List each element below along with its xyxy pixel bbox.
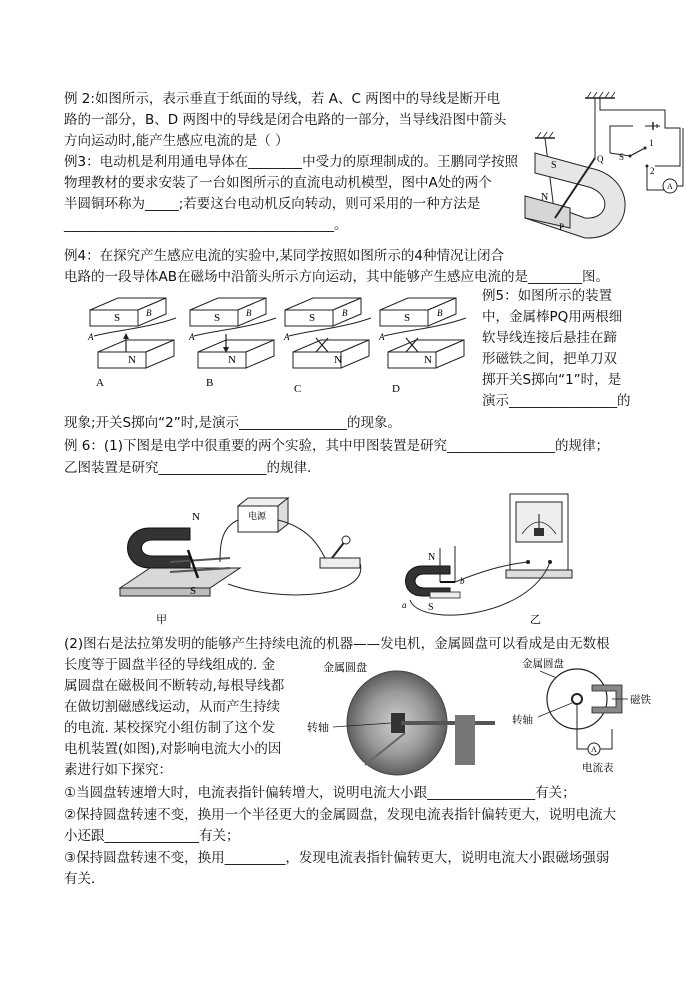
ex5-line7: 现象;开关S掷向“2”时,是演示________________的现象。: [64, 415, 401, 431]
ex4-pole-S-a: S: [114, 312, 121, 324]
ex4-pole-N-b: N: [228, 354, 236, 366]
ex2-line1: 例 2:如图所示，表示垂直于纸面的导线，若 A、C 两图中的导线是断开电: [64, 91, 501, 107]
ex6-yi-a: a: [402, 600, 407, 610]
ex6-yi-N: N: [428, 552, 436, 563]
ex6-part2-line7: 素进行如下探究：: [64, 762, 172, 778]
ex4-line1: 例4：在探究产生感应电流的实验中,某同学按照如图所示的4种情况让闭合: [64, 248, 504, 264]
ex6-q2a: ②保持圆盘转速不变，换用一个半径更大的金属圆盘，发现电流表指针偏转更大，说明电流大: [64, 807, 617, 823]
ex6-q3b: 有关．: [64, 871, 105, 887]
ex4-figures: [88, 290, 478, 400]
ex4-pole-S-b: S: [214, 312, 221, 324]
ex6-part2-line5: 的电流. 某校探究小组仿制了这个发: [64, 720, 276, 736]
ex6-q3a: ③保持圆盘转速不变，换用_________，发现电流表指针偏转更大，说明电流大小跟磁场强弱: [64, 850, 610, 866]
ex5-line4: 形磁铁之间，把单刀双: [482, 351, 617, 367]
ex6-part2-line4: 在做切割磁感线运动，从而产生持续: [64, 699, 280, 715]
ex4-caption-b: B: [206, 377, 214, 389]
ex6-part2-line1: (2)图右是法拉第发明的能够产生持续电流的机器——发电机，金属圆盘可以看成是由无数根: [64, 636, 610, 652]
ex6-line2: 乙图装置是研究________________的规律.: [64, 460, 312, 476]
photo-disk-label: 金属圆盘: [323, 661, 367, 674]
disk-photo: [305, 655, 505, 775]
ex5-fig-Q: Q: [597, 154, 604, 164]
ex6-yi-S: S: [428, 602, 434, 613]
diag-ammeter-label: 电流表: [582, 762, 614, 774]
ex6-apparatus-figure: [110, 488, 590, 628]
ex4-wire-B-d: B: [437, 308, 443, 318]
ex4-pole-N-d: N: [424, 354, 432, 366]
ex4-wire-B-a: B: [146, 308, 152, 318]
ex4-wire-A-a: A: [88, 332, 94, 342]
ex5-fig-N: N: [541, 192, 549, 203]
ex2-line2: 路的一部分，B、D 两图中的导线是闭合电路的一部分，当导线沿图中箭头: [64, 112, 507, 128]
ex4-wire-A-d: A: [379, 332, 385, 342]
disk-diagram: [512, 655, 662, 780]
ex6-jia-S: S: [190, 585, 197, 597]
ex5-fig-2: 2: [650, 166, 655, 176]
ex6-part2-line3: 属圆盘在磁极间不断转动,每根导线都: [64, 678, 285, 694]
ex4-pole-S-c: S: [309, 312, 316, 324]
ex4-pole-N-c: N: [334, 354, 342, 366]
ex5-fig-meter: A: [667, 182, 673, 191]
ex3-line2: 物理教材的要求安装了一台如图所示的直流电动机模型，图中A处的两个: [64, 175, 492, 191]
photo-axis-label: 转轴: [307, 721, 329, 734]
ex6-q2b: 小还跟______________有关；: [64, 828, 240, 844]
ex5-line2: 中，金属棒PQ用两根细: [482, 309, 623, 325]
ex5-fig-P: P: [559, 222, 565, 232]
ex4-wire-B-c: B: [342, 308, 348, 318]
diag-disk-label: 金属圆盘: [522, 658, 564, 670]
ex4-line2: 电路的一段导体AB在磁场中沿箭头所示方向运动，其中能够产生感应电流的是________图。: [64, 269, 609, 285]
ex4-wire-A-b: A: [189, 332, 195, 342]
ex4-caption-d: D: [392, 383, 400, 395]
ex3-line3: 半圆铜环称为_____;若要这台电动机反向转动，则可采用的一种方法是: [64, 196, 481, 212]
ex5-figure: [515, 88, 695, 248]
ex3-line4: ________________________________________。: [64, 217, 348, 233]
ex6-yi-b: b: [460, 576, 465, 586]
ex6-jia-caption: 甲: [156, 613, 167, 626]
diag-axis-label: 转轴: [512, 714, 533, 726]
ex3-line1: 例3：电动机是利用通电导体在________中受力的原理制成的。王鹏同学按照: [64, 154, 519, 170]
ex5-line3: 软导线连接后悬挂在蹄: [482, 330, 617, 346]
ex6-q1: ①当圆盘转速增大时，电流表指针偏转增大，说明电流大小跟________________有关；: [64, 785, 576, 801]
ex5-fig-switch: S: [619, 152, 625, 162]
ex6-yi-caption: 乙: [530, 613, 541, 626]
ex6-part2-line6: 电机装置(如图),对影响电流大小的因: [64, 741, 282, 757]
ex4-wire-A-c: A: [284, 332, 290, 342]
ex5-fig-1: 1: [649, 138, 654, 148]
ex6-line1: 例 6：(1)下图是电学中很重要的两个实验，其中甲图装置是研究________________的规律；: [64, 438, 610, 454]
diag-meter-symbol: A: [591, 745, 597, 754]
ex5-line1: 例5：如图所示的装置: [482, 288, 613, 304]
diag-magnet-label: 磁铁: [630, 694, 651, 706]
ex6-part2-line2: 长度等于圆盘半径的导线组成的. 金: [64, 657, 276, 673]
ex5-fig-S: S: [551, 160, 557, 171]
ex6-power-label: 电源: [248, 512, 267, 522]
ex5-line5: 掷开关S掷向“1”时，是: [482, 372, 622, 388]
ex4-wire-B-b: B: [246, 308, 252, 318]
ex6-jia-N: N: [192, 511, 200, 523]
ex5-line6: 演示________________的: [482, 393, 631, 409]
ex4-pole-S-d: S: [404, 312, 411, 324]
ex4-caption-a: A: [96, 377, 104, 389]
ex4-caption-c: C: [294, 383, 302, 395]
ex2-line3: 方向运动时,能产生感应电流的是（ ）: [64, 133, 289, 149]
ex4-pole-N-a: N: [128, 354, 136, 366]
